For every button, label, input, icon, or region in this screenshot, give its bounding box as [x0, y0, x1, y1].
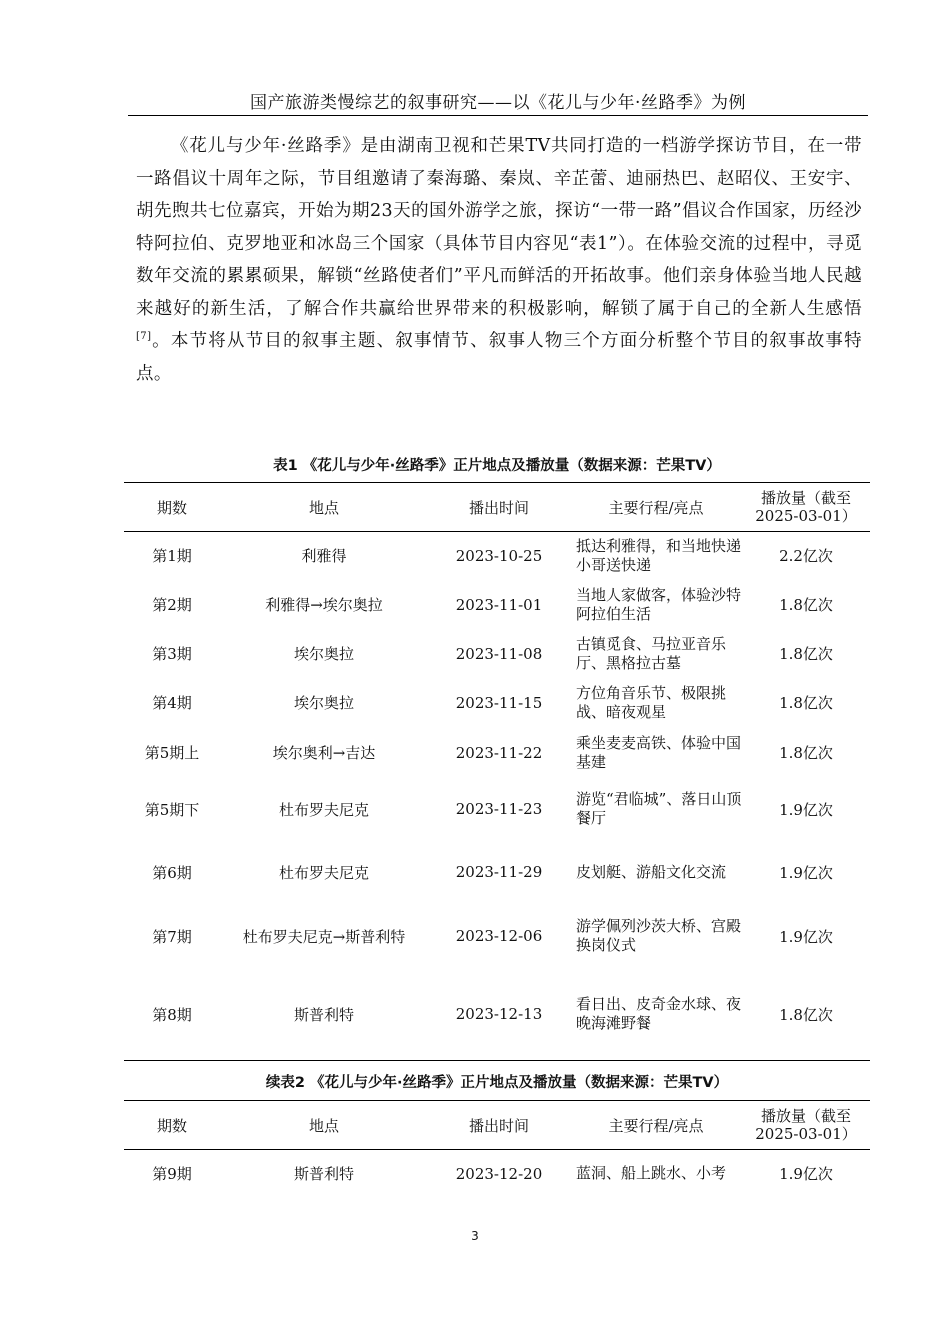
table-row	[124, 532, 870, 580]
episodes-table-continued	[124, 1100, 870, 1198]
table-row	[124, 841, 870, 904]
cell-episode: 第5期上	[144, 744, 200, 762]
cell-location: 埃尔奥拉	[293, 645, 354, 663]
table-header-row	[124, 483, 870, 532]
cell-views: 1.8亿次	[779, 596, 833, 614]
cell-date: 2023-11-23	[455, 800, 543, 818]
col-header-highlights: 主要行程/亮点	[570, 483, 742, 532]
cell-highlights: 皮划艇、游船文化交流	[576, 862, 727, 881]
table-header-row	[124, 1101, 870, 1150]
cell-episode: 第2期	[152, 596, 192, 614]
cell-highlights: 当地人家做客，体验沙特阿拉伯生活	[576, 585, 742, 623]
col-header-date: 播出时间	[428, 483, 570, 532]
cell-views: 1.8亿次	[779, 645, 833, 663]
cell-highlights: 游学佩列沙茨大桥、宫殿换岗仪式	[576, 917, 742, 954]
header-rule	[128, 115, 868, 116]
cell-views: 1.8亿次	[742, 969, 870, 1061]
col-header-views-line2: 2025-03-01）	[755, 1125, 857, 1143]
paragraph-text: 《花儿与少年·丝路季》是由湖南卫视和芒果TV共同打造的一档游学探访节目，在一带一路倡议十周年之际，节目组邀请了秦海璐、秦岚、辛芷蕾、迪丽热巴、赵昭仪、王安宇、胡先煦共七位嘉宾，开始为期23天的国外游学之旅，探访“一带一路”倡议合作国家，历经沙特阿拉伯、克罗地亚和冰岛三个国家（具体节目内容见“表1”）。在体验交流的过程中，寻觅数年交流的累累硕果，解锁“丝路使者们”平凡而鲜活的开拓故事。他们亲身体验当地人民越来越好的新生活，了解合作共赢给世界带来的积极影响，解锁了属于自己的全新人生感悟	[136, 136, 862, 319]
cell-location: 杜布罗夫尼克	[278, 863, 369, 882]
cell-date: 2023-12-20	[455, 1164, 543, 1183]
cell-location: 斯普利特	[293, 1165, 354, 1184]
table-row	[124, 969, 870, 1061]
cell-location: 埃尔奥拉	[293, 694, 354, 712]
table1-caption: 表1 《花儿与少年·丝路季》正片地点及播放量（数据来源：芒果TV）	[273, 458, 721, 474]
cell-views: 1.9亿次	[779, 863, 833, 882]
episodes-table	[124, 482, 870, 1061]
cell-episode: 第4期	[152, 694, 192, 712]
col-header-views-line1: 播放量（截至	[760, 1107, 851, 1125]
cell-episode: 第8期	[124, 969, 220, 1061]
cell-date: 2023-11-29	[455, 863, 543, 881]
cell-location: 杜布罗夫尼克	[278, 800, 369, 819]
cell-location: 利雅得→埃尔奥拉	[265, 596, 383, 614]
cell-location: 利雅得	[301, 547, 347, 566]
table-row	[124, 904, 870, 969]
cell-episode: 第5期下	[144, 800, 200, 819]
table-row	[124, 678, 870, 728]
table-row	[124, 580, 870, 630]
cell-highlights: 古镇觅食、马拉亚音乐厅、黑格拉古墓	[576, 634, 727, 672]
cell-views: 2.2亿次	[779, 547, 833, 566]
cell-date: 2023-11-15	[455, 693, 543, 712]
col-header-episode: 期数	[124, 483, 220, 532]
cell-highlights: 乘坐麦麦高铁、体验中国基建	[576, 733, 742, 771]
col-header-episode: 期数	[124, 1101, 220, 1150]
cell-location: 埃尔奥利→吉达	[272, 744, 376, 762]
running-header: 国产旅游类慢综艺的叙事研究——以《花儿与少年·丝路季》为例	[250, 93, 746, 113]
col-header-views	[742, 483, 870, 532]
paragraph-text-end: 。本节将从节目的叙事主题、叙事情节、叙事人物三个方面分析整个节目的叙事故事特点。	[136, 331, 862, 384]
cell-highlights: 游览“君临城”、落日山顶餐厅	[576, 790, 742, 827]
col-header-views-line1: 播放量（截至	[760, 489, 851, 507]
table-row	[124, 778, 870, 841]
table2-caption: 续表2 《花儿与少年·丝路季》正片地点及播放量（数据来源：芒果TV）	[265, 1075, 729, 1091]
cell-date: 2023-12-06	[455, 927, 543, 945]
cell-views: 1.9亿次	[779, 800, 833, 819]
cell-views: 1.8亿次	[779, 694, 833, 712]
cell-date: 2023-11-22	[455, 743, 543, 762]
citation-ref[interactable]: [7]	[136, 331, 152, 343]
cell-views: 1.9亿次	[779, 927, 833, 946]
cell-highlights: 蓝洞、船上跳水、小考	[576, 1164, 727, 1183]
cell-views: 1.9亿次	[779, 1165, 833, 1184]
cell-location: 杜布罗夫尼克→斯普利特	[242, 927, 406, 946]
col-header-views	[742, 1101, 870, 1150]
cell-highlights: 抵达利雅得，和当地快递小哥送快递	[576, 536, 742, 574]
cell-views: 1.8亿次	[779, 744, 833, 762]
col-header-location: 地点	[220, 483, 428, 532]
table-row	[124, 1150, 870, 1198]
cell-episode: 第7期	[152, 927, 192, 946]
cell-location: 斯普利特	[220, 969, 428, 1061]
cell-date: 2023-11-08	[455, 644, 543, 663]
col-header-date: 播出时间	[428, 1101, 570, 1150]
cell-date: 2023-12-13	[428, 969, 570, 1061]
cell-episode: 第1期	[152, 547, 192, 566]
page-number: 3	[471, 1229, 479, 1243]
table-row	[124, 630, 870, 678]
body-paragraph	[136, 130, 862, 390]
cell-episode: 第9期	[152, 1165, 192, 1184]
col-header-highlights: 主要行程/亮点	[570, 1101, 742, 1150]
cell-episode: 第6期	[152, 863, 192, 882]
col-header-location: 地点	[220, 1101, 428, 1150]
table-row	[124, 728, 870, 778]
cell-date: 2023-11-01	[455, 595, 543, 614]
cell-highlights: 方位角音乐节、极限挑战、暗夜观星	[576, 683, 727, 721]
cell-episode: 第3期	[152, 645, 192, 663]
cell-date: 2023-10-25	[455, 546, 543, 565]
col-header-views-line2: 2025-03-01）	[755, 507, 857, 525]
cell-highlights: 看日出、皮奇金水球、夜晚海滩野餐	[570, 969, 742, 1061]
